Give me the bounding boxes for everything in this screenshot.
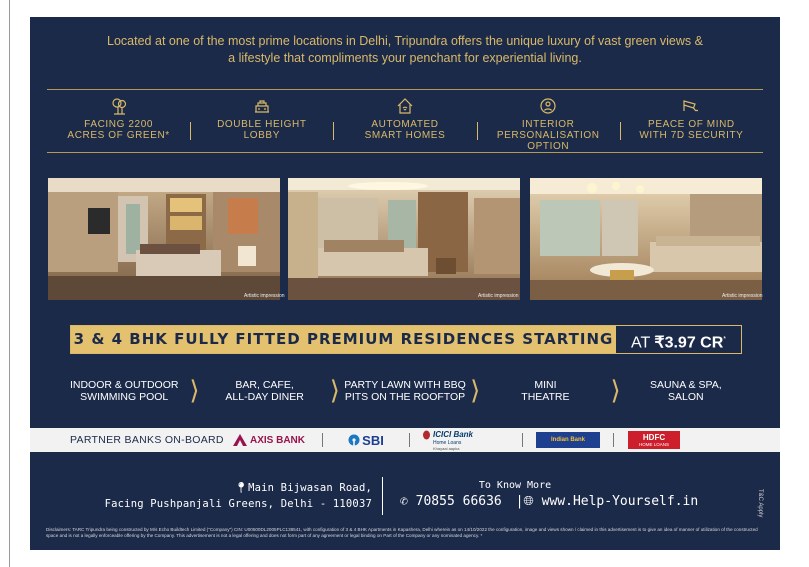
feature-security [620, 90, 763, 152]
price-value: ₹3.97 CR [654, 334, 724, 352]
feature-label: AUTOMATED SMART HOMES [364, 119, 446, 141]
banner-headline: 3 & 4 BHK FULLY FITTED PREMIUM RESIDENCES STARTING [71, 326, 616, 353]
artistic-impression-caption: Artistic impression [722, 293, 763, 299]
contact-section [30, 477, 780, 513]
feature-smart-homes [333, 90, 476, 152]
lounge-photo [530, 178, 762, 300]
bank-divider [613, 433, 614, 447]
chevron-right-icon: ⟩ [329, 376, 340, 406]
feature-label: INTERIOR PERSONALISATION OPTION [496, 119, 600, 152]
feature-label: FACING 2200 ACRES OF GREEN* [67, 119, 170, 141]
price-banner [70, 325, 742, 354]
chevron-right-icon: ⟩ [470, 376, 481, 406]
price-asterisk: * [723, 336, 727, 343]
icici-tagline: Khayaal aapka [433, 445, 460, 451]
feature-green-acres [47, 90, 190, 152]
indian-bank-name: Indian Bank [550, 437, 585, 443]
page-margin-line [9, 0, 10, 567]
chevron-right-icon: ⟩ [610, 376, 621, 406]
amenity-bar: BAR, CAFE, ALL-DAY DINER [225, 379, 304, 403]
phone-icon: ✆ [400, 494, 408, 509]
address-text: Main Bijwasan Road, Facing Pushpanjali Greens, Delhi - 110037 [104, 482, 372, 510]
features-bar [47, 89, 763, 153]
smart-home-icon [395, 96, 415, 116]
feature-label: PEACE OF MIND WITH 7D SECURITY [639, 119, 744, 141]
tagline-line-2: a lifestyle that compliments your penchant for experiential living. [228, 51, 582, 65]
divider-bar: | [515, 494, 524, 509]
feature-lobby [190, 90, 333, 152]
amenities-row [60, 373, 750, 409]
contact-divider [382, 477, 383, 515]
sbi-name: SBI [362, 432, 384, 448]
terms-apply: T&C Apply [757, 489, 763, 518]
sbi-logo-icon [348, 434, 360, 446]
tagline-line-1: Located at one of the most prime locations in Delhi, Tripundra offers the unique luxury of vast green views & [107, 34, 703, 48]
phone-number[interactable]: 70855 66636 [415, 494, 502, 509]
amenity-party-lawn: PARTY LAWN WITH BBQ PITS ON THE ROOFTOP [344, 379, 466, 403]
price-prefix: AT [630, 334, 650, 352]
icici-logo [422, 428, 510, 452]
website-link[interactable]: www.Help-Yourself.in [541, 494, 699, 509]
advertisement [30, 17, 780, 550]
location-pin-icon: 📍︎ [234, 482, 249, 494]
hdfc-subtitle: HOME LOANS [638, 442, 669, 447]
axis-bank-name: AXIS BANK [249, 434, 305, 446]
amenity-spa: SAUNA & SPA, SALON [650, 379, 722, 403]
icici-name: ICICI Bank [433, 430, 474, 439]
bedroom-photo [288, 178, 520, 300]
icici-subtitle: Home Loans [433, 439, 462, 446]
address [105, 480, 372, 512]
sbi-logo [335, 428, 397, 452]
disclaimer: Disclaimers: TARC Tripundra being constructed by M/s Echo Buildtech Limited ("Company") CIN: U00500DL2005PLC138541, with configuration of 3 & 4 BHK Apartments in Kapashera, Delhi wherein as on 14/10/2022 the configuration, image and views shown / claimed in this advertisement is to give an idea of manner of utilization of the constructed space and is not a legally enforceable offering by the Company. This advertisement is not a legal offering and does not form part of any agreement or legal binding on Part of the Company or any nominated agency. * [46, 527, 758, 538]
security-camera-icon [681, 96, 701, 116]
axis-logo-icon [233, 434, 247, 446]
bank-divider [322, 433, 323, 447]
tree-icon [109, 96, 129, 116]
lobby-icon [252, 96, 272, 116]
icici-logo-icon [422, 430, 431, 440]
artistic-impression-caption: Artistic impression [244, 293, 285, 299]
hdfc-name: HDFC [642, 433, 666, 442]
bank-divider [409, 433, 410, 447]
to-know-more-label: To Know More [478, 480, 552, 491]
partner-banks-strip [30, 428, 780, 452]
hdfc-logo [626, 428, 682, 452]
contact-details [400, 494, 698, 509]
living-room-photo [48, 178, 285, 300]
axis-bank-logo [228, 428, 310, 452]
partner-banks-title: PARTNER BANKS ON-BOARD [70, 434, 224, 446]
artistic-impression-caption: Artistic impression [478, 293, 519, 299]
globe-icon: 🌐︎ [523, 494, 534, 509]
indian-bank-logo [535, 428, 601, 452]
amenity-pool: INDOOR & OUTDOOR SWIMMING POOL [69, 379, 179, 403]
tagline [50, 33, 760, 67]
bank-divider [522, 433, 523, 447]
amenity-theatre: MINI THEATRE [521, 379, 570, 403]
feature-label: DOUBLE HEIGHT LOBBY [217, 119, 307, 141]
feature-interior [477, 90, 620, 152]
personalisation-icon [538, 96, 558, 116]
banner-price [616, 326, 741, 353]
interior-photos [48, 178, 762, 300]
chevron-right-icon: ⟩ [189, 376, 200, 406]
